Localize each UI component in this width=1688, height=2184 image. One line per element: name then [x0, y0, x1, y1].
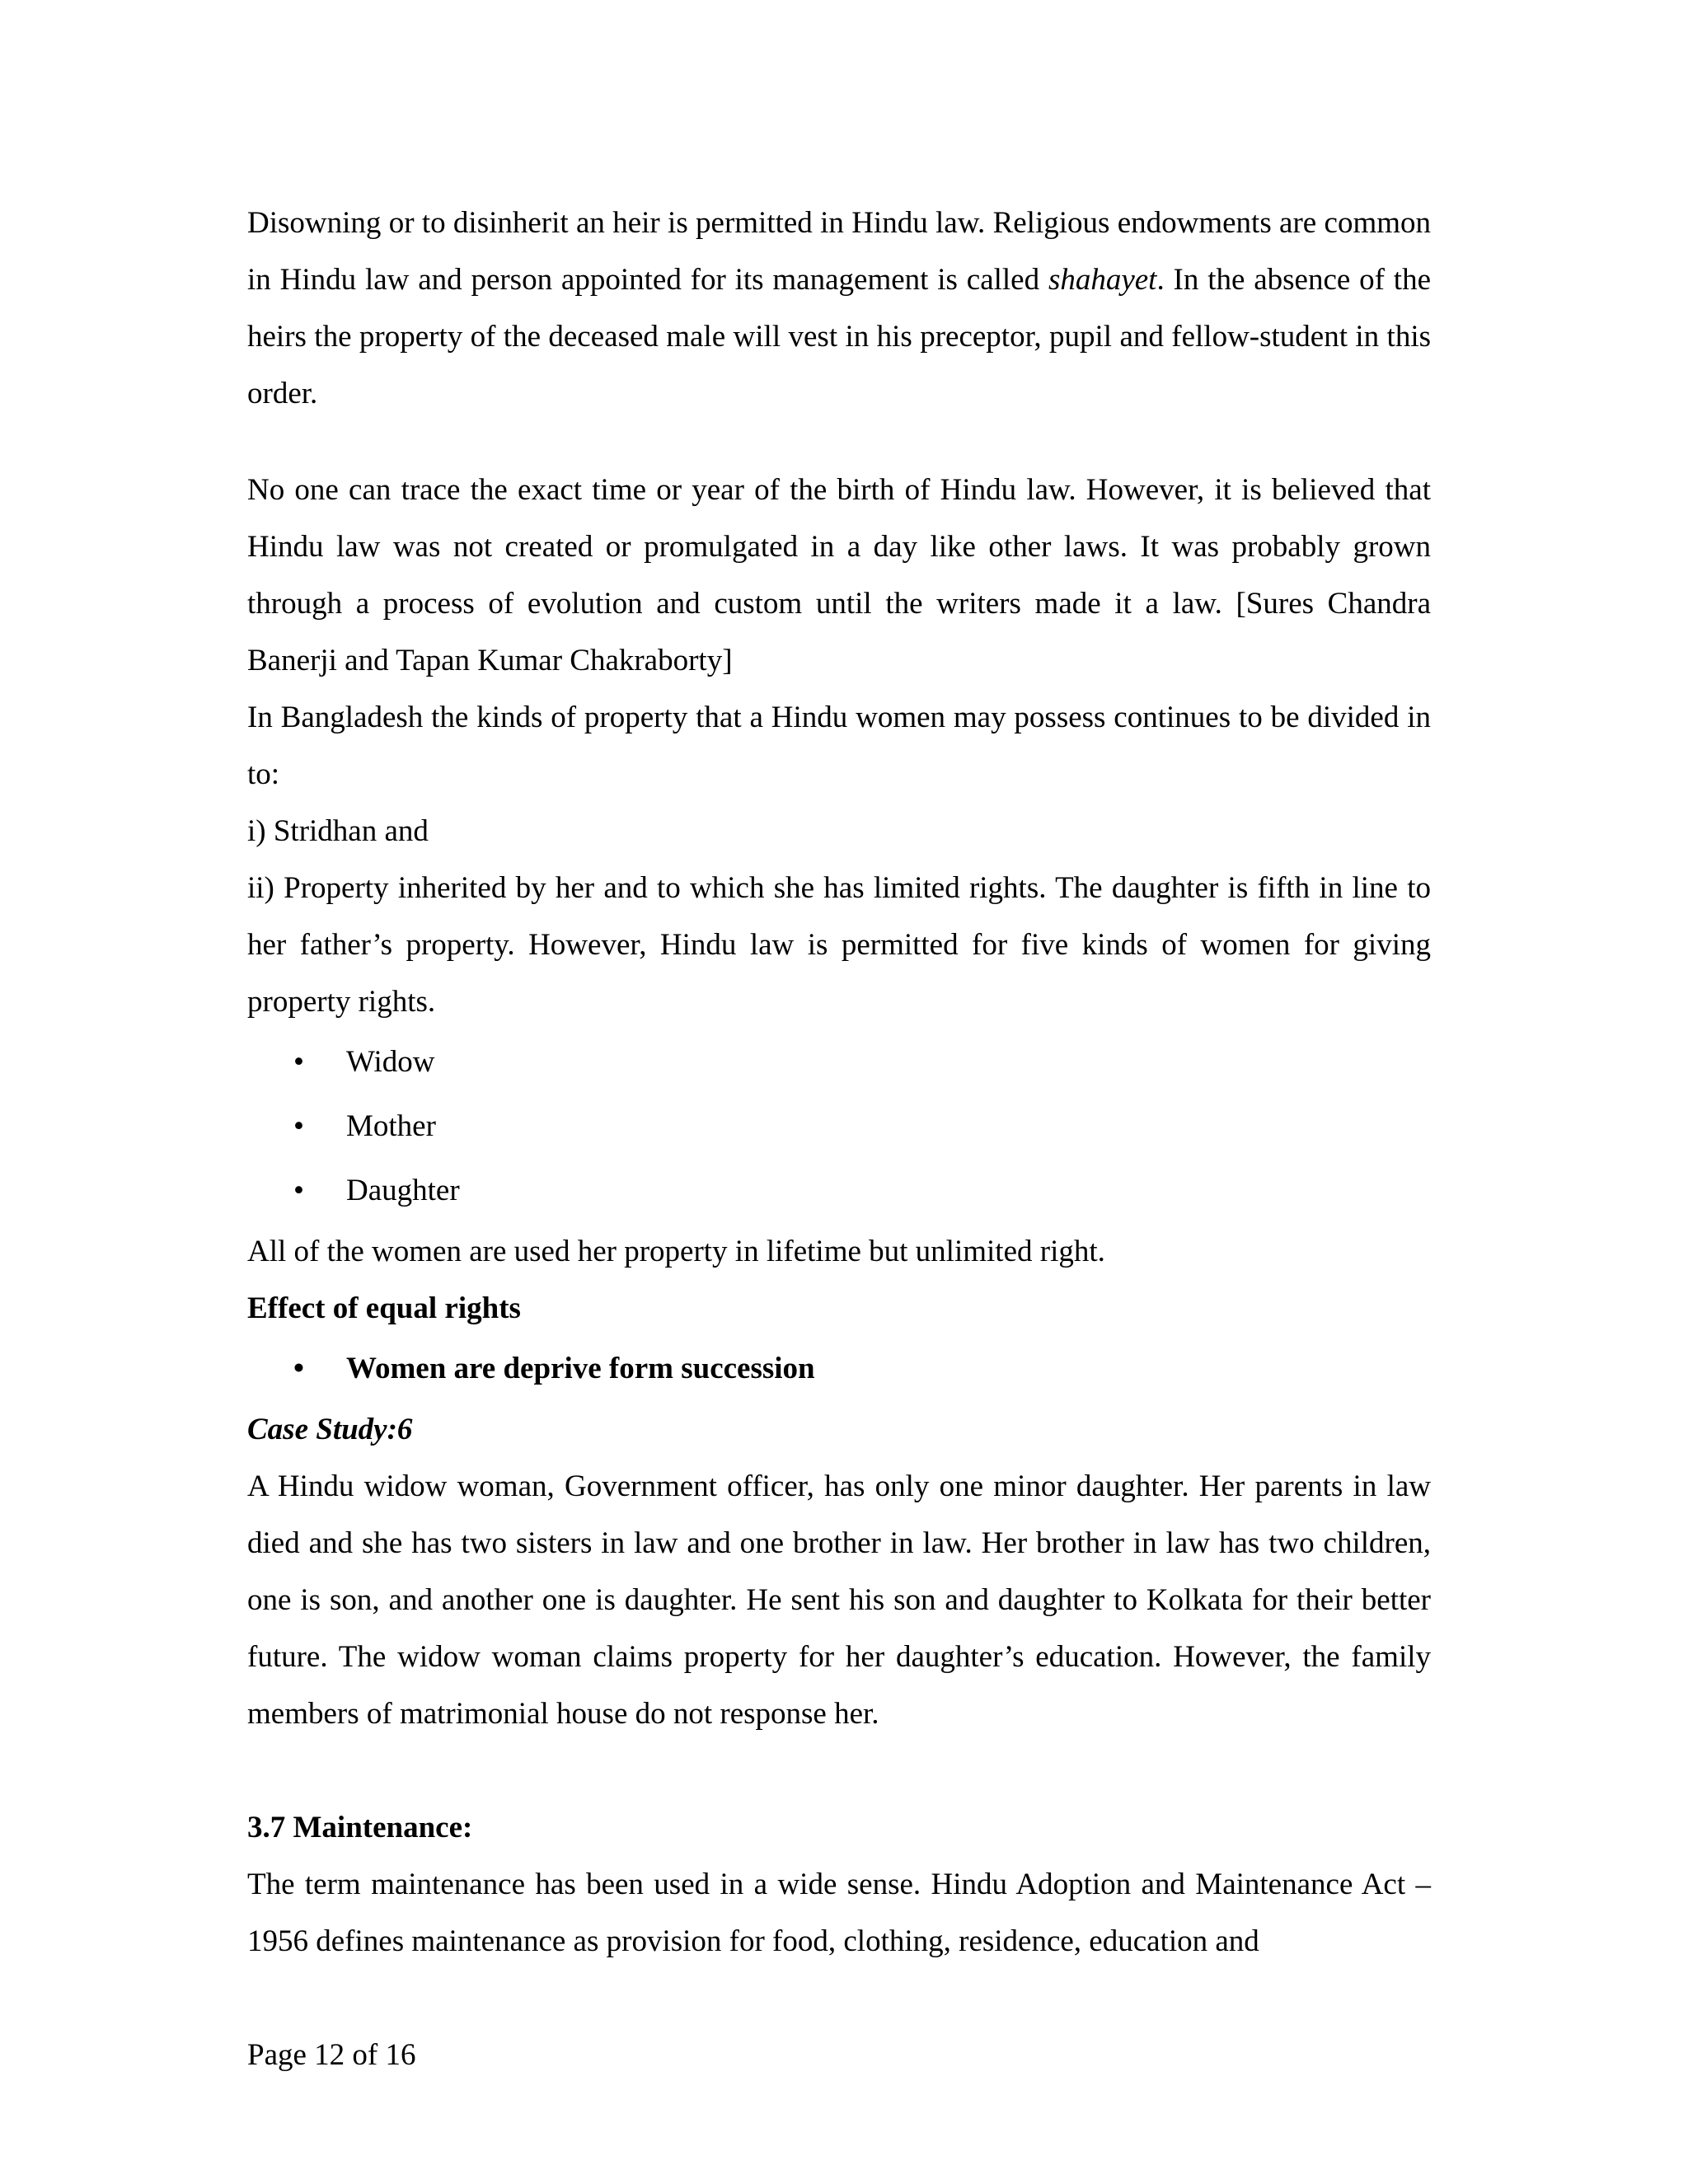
heading-maintenance: 3.7 Maintenance:: [247, 1811, 473, 1844]
paragraph-origin: No one can trace the exact time or year of the birth of Hindu law. However, it is believed that Hindu law was not created or promulgated in a day like other laws. It was probably grown through a process of evolution and custom until the writers made it a law. [Sures Chandra Banerji and Tapan Kumar Chakraborty]: [247, 473, 1431, 677]
page-content: [247, 194, 1431, 1970]
women-list: [247, 1030, 1431, 1223]
bullet-icon: •: [293, 1045, 304, 1079]
bullet-icon: •: [293, 1352, 304, 1385]
list-item-label: Mother: [346, 1109, 436, 1143]
term-shahayet: shahayet: [1048, 263, 1157, 297]
paragraph-case-study: A Hindu widow woman, Government officer, has only one minor daughter. Her parents in law died and she has two sisters in law and one brother in law. Her brother in law has two children, one is son, and another one is daughter. He sent his son and daughter to Kolkata for their better future. The widow woman claims property for her daughter’s education. However, the family members of matrimonial house do not response her.: [247, 1469, 1431, 1731]
list-item-inherited-property: ii) Property inherited by her and to which she has limited rights. The daughter is fifth in line to her father’s property. However, Hindu law is permitted for five kinds of women for giving property rights.: [247, 871, 1431, 1019]
list-item: [247, 1030, 1431, 1094]
paragraph-maintenance: The term maintenance has been used in a wide sense. Hindu Adoption and Maintenance Act – 1956 defines maintenance as provision for food, clothing, residence, education and: [247, 1868, 1431, 1958]
list-item: [247, 1337, 1431, 1401]
bullet-icon: •: [293, 1174, 304, 1207]
heading-case-study: Case Study:6: [247, 1413, 413, 1446]
list-item-label: Women are deprive form succession: [346, 1352, 815, 1385]
paragraph-disowning-text: Disowning or to disinherit an heir is permitted in Hindu law. Religious endowments are common in Hindu law and person appointed for its management is called: [247, 206, 1431, 297]
paragraph-lifetime-use: All of the women are used her property in lifetime but unlimited right.: [247, 1235, 1105, 1268]
paragraph-disowning: [247, 194, 1431, 422]
effect-list: [247, 1337, 1431, 1401]
page-number: Page 12 of 16: [247, 2038, 416, 2072]
paragraph-disowning-end: . In the absence of the heirs the property of the deceased male will vest in his preceptor, pupil and fellow-student in this order.: [247, 263, 1431, 410]
list-item-label: Daughter: [346, 1174, 460, 1207]
list-item: [247, 1094, 1431, 1159]
heading-effect-of-equal-rights: Effect of equal rights: [247, 1291, 521, 1325]
list-item-label: Widow: [346, 1045, 435, 1079]
list-item: [247, 1159, 1431, 1223]
bullet-icon: •: [293, 1109, 304, 1143]
list-item-stridhan: i) Stridhan and: [247, 814, 429, 848]
paragraph-kinds-of-property: In Bangladesh the kinds of property that a Hindu women may possess continues to be divided in to:: [247, 701, 1431, 791]
